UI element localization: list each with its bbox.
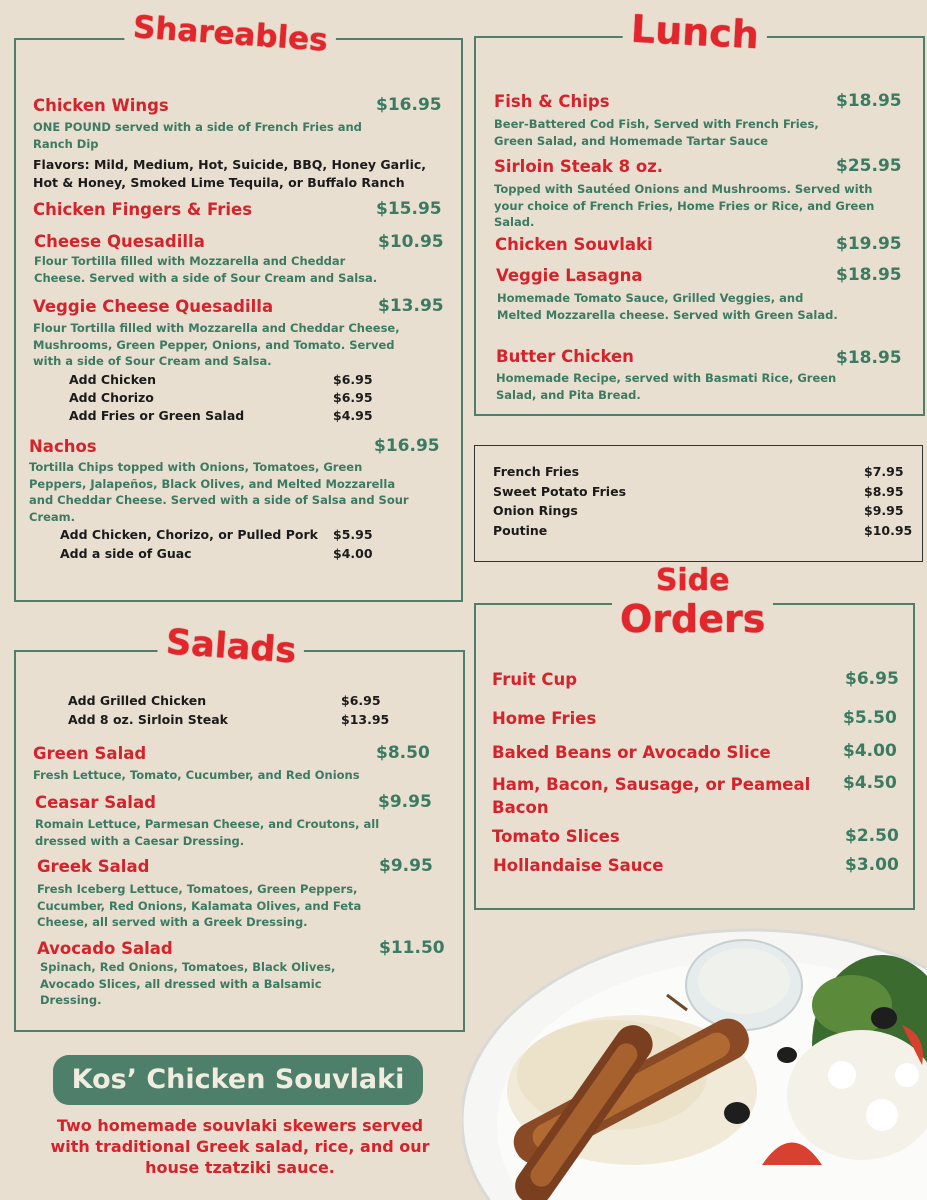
addon-label: Add Chorizo (69, 390, 154, 405)
fries-label: Poutine (493, 523, 548, 538)
addon-label: Add a side of Guac (60, 546, 192, 561)
fries-label: French Fries (493, 464, 580, 479)
item-price: $18.95 (836, 348, 902, 368)
item-price: $13.95 (378, 296, 444, 316)
item-name: Greek Salad (37, 857, 150, 876)
salads-title: Salads (157, 622, 306, 672)
item-name: Cheese Quesadilla (34, 232, 205, 251)
item-price: $9.95 (379, 856, 433, 876)
item-price: $10.95 (378, 232, 444, 252)
fries-label: Sweet Potato Fries (493, 484, 627, 499)
item-price: $3.00 (845, 855, 899, 875)
item-price: $15.95 (376, 199, 442, 219)
item-price: $8.50 (376, 743, 430, 763)
fries-label: Onion Rings (493, 503, 578, 518)
addon-price: $6.95 (333, 390, 373, 405)
item-price: $25.95 (836, 156, 902, 176)
fries-price: $9.95 (864, 503, 904, 518)
souvlaki-plate-photo (462, 925, 927, 1200)
fries-price: $8.95 (864, 484, 904, 499)
item-price: $4.00 (843, 741, 897, 761)
addon-label: Add Chicken (69, 372, 157, 387)
item-desc: Romain Lettuce, Parmesan Cheese, and Croutons, all dressed with a Caesar Dressing. (35, 817, 380, 848)
item-price: $16.95 (376, 95, 442, 115)
item-price: $19.95 (836, 234, 902, 254)
item-price: $4.50 (843, 773, 897, 793)
item-name: Veggie Cheese Quesadilla (33, 297, 274, 316)
item-desc: Homemade Tomato Sauce, Grilled Veggies, and Melted Mozzarella cheese. Served with Green Salad. (497, 291, 838, 322)
fries-price: $10.95 (864, 523, 913, 538)
item-desc: Tortilla Chips topped with Onions, Tomatoes, Green Peppers, Jalapeños, Black Olives, and Melted Mozzarella and Cheddar Cheese. Served with a side of Salsa and Sour Cream. (29, 460, 409, 524)
side-orders-title (612, 563, 773, 641)
item-name: Ham, Bacon, Sausage, or Peameal Bacon (492, 775, 811, 817)
item-name: Sirloin Steak 8 oz. (494, 157, 664, 176)
item-name: Green Salad (33, 744, 147, 763)
addon-price: $6.95 (333, 372, 373, 387)
item-name: Home Fries (492, 709, 597, 728)
item-desc: Homemade Recipe, served with Basmati Rice, Green Salad, and Pita Bread. (496, 371, 837, 402)
item-name: Baked Beans or Avocado Slice (492, 743, 771, 762)
item-name: Chicken Souvlaki (495, 235, 653, 254)
shareables-title: Shareables (124, 9, 337, 60)
item-desc: Beer-Battered Cod Fish, Served with French Fries, Green Salad, and Homemade Tartar Sauce (494, 117, 819, 148)
addon-price: $5.95 (333, 527, 373, 542)
item-name: Ceasar Salad (35, 793, 156, 812)
item-name: Fish & Chips (494, 92, 610, 111)
item-desc: Flour Tortilla filled with Mozzarella and Cheddar Cheese, Mushrooms, Green Pepper, Onions, and Tomato. Served with a side of Sour Cream and Salsa. (33, 321, 400, 368)
side-orders-title-line1: Side (655, 563, 730, 598)
item-price: $18.95 (836, 91, 902, 111)
item-price: $18.95 (836, 265, 902, 285)
plate-illustration (462, 925, 927, 1200)
fries-price: $7.95 (864, 464, 904, 479)
addon-label: Add Chicken, Chorizo, or Pulled Pork (60, 527, 318, 542)
item-price: $6.95 (845, 669, 899, 689)
addon-price: $4.00 (333, 546, 373, 561)
addon-label: Add 8 oz. Sirloin Steak (68, 712, 228, 727)
addon-price: $13.95 (341, 712, 390, 727)
item-desc: Topped with Sautéed Onions and Mushrooms. Served with your choice of French Fries, Home Fries or Rice, and Green Salad. (494, 182, 875, 229)
item-name: Nachos (29, 437, 97, 456)
item-name: Butter Chicken (496, 347, 634, 366)
lunch-title: Lunch (622, 6, 768, 57)
item-desc: Flour Tortilla filled with Mozzarella and Cheddar Cheese. Served with a side of Sour Cream and Salsa. (34, 254, 378, 285)
item-name: Veggie Lasagna (496, 266, 643, 285)
item-price: $16.95 (374, 436, 440, 456)
flavors-note: Flavors: Mild, Medium, Hot, Suicide, BBQ, Honey Garlic, Hot & Honey, Smoked Lime Tequila, or Buffalo Ranch (33, 157, 427, 190)
addon-price: $6.95 (341, 693, 381, 708)
item-name: Chicken Fingers & Fries (33, 200, 253, 219)
item-price: $11.50 (379, 938, 445, 958)
feature-description: Two homemade souvlaki skewers served with traditional Greek salad, rice, and our house tzatziki sauce. (50, 1116, 430, 1177)
addon-label: Add Grilled Chicken (68, 693, 207, 708)
addon-price: $4.95 (333, 408, 373, 423)
feature-title-badge: Kos’ Chicken Souvlaki (53, 1055, 423, 1105)
item-name: Tomato Slices (492, 827, 620, 846)
item-name: Chicken Wings (33, 96, 169, 115)
item-price: $9.95 (378, 792, 432, 812)
item-price: $2.50 (845, 826, 899, 846)
item-desc: Fresh Lettuce, Tomato, Cucumber, and Red Onions (33, 768, 360, 782)
item-desc: Spinach, Red Onions, Tomatoes, Black Olives, Avocado Slices, all dressed with a Balsamic Dressing. (40, 960, 336, 1007)
item-name: Avocado Salad (37, 939, 173, 958)
item-name: Hollandaise Sauce (493, 856, 664, 875)
item-name: Fruit Cup (492, 670, 578, 689)
addon-label: Add Fries or Green Salad (69, 408, 245, 423)
item-desc: ONE POUND served with a side of French Fries and Ranch Dip (33, 120, 362, 151)
side-orders-title-line2: Orders (620, 597, 766, 641)
item-desc: Fresh Iceberg Lettuce, Tomatoes, Green Peppers, Cucumber, Red Onions, Kalamata Olives, and Feta Cheese, all served with a Greek Dressing. (37, 882, 362, 929)
item-price: $5.50 (843, 708, 897, 728)
